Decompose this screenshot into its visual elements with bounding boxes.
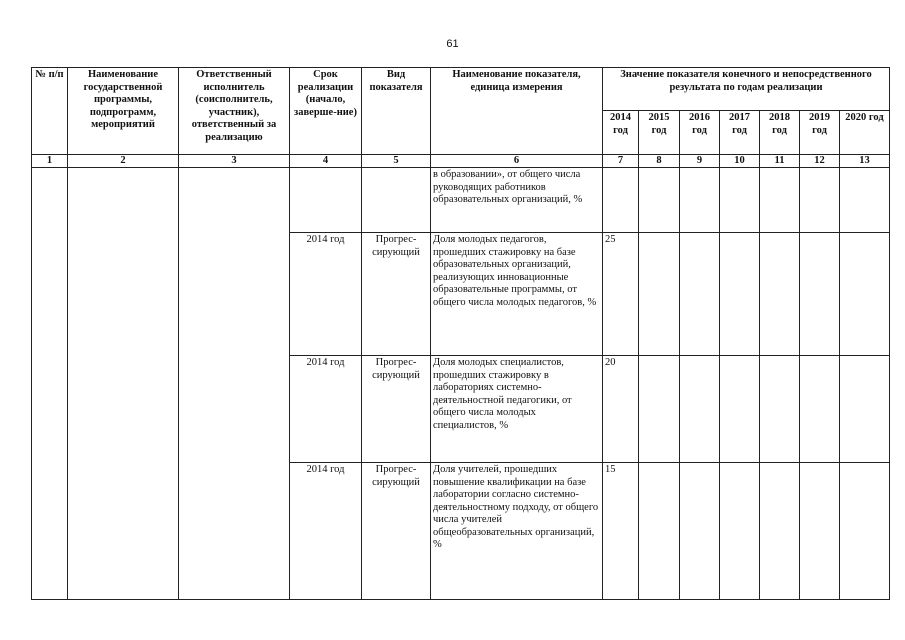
indicator-name-cell: в образовании», от общего числа руководящих работников образовательных организаций, % (431, 168, 603, 233)
indicator-name-cell: Доля учителей, прошедших повышение квалификации на базе лаборатории согласно системно-деятельностному подходу, от общего числа учителей общеобразовательных организаций, % (431, 463, 603, 600)
header-year: 2018 год (760, 111, 800, 155)
indicator-type-cell (362, 168, 431, 233)
column-number: 1 (32, 155, 68, 168)
column-number: 3 (179, 155, 290, 168)
term-cell: 2014 год (290, 356, 362, 463)
value-cell (840, 356, 890, 463)
value-cell (680, 463, 720, 600)
indicator-type-cell: Прогрес-сирующий (362, 233, 431, 356)
column-numbers-row (32, 155, 890, 168)
column-number: 11 (760, 155, 800, 168)
header-year: 2016 год (680, 111, 720, 155)
num-cell (32, 168, 68, 600)
program-cell (68, 168, 179, 600)
indicator-name-cell: Доля молодых специалистов, прошедших стажировку в лабораториях системно-деятельностной педагогики, от общего числа молодых специалистов, % (431, 356, 603, 463)
value-cell (720, 233, 760, 356)
value-cell (760, 233, 800, 356)
header-executor: Ответственный исполнитель (соисполнитель, участник), ответственный за реализацию (179, 68, 290, 155)
header-indicator-name: Наименование показателя, единица измерения (431, 68, 603, 155)
value-cell (800, 233, 840, 356)
column-number: 4 (290, 155, 362, 168)
column-number: 10 (720, 155, 760, 168)
column-number: 12 (800, 155, 840, 168)
header-values-group: Значение показателя конечного и непосредственного результата по годам реализации (603, 68, 890, 111)
value-cell (840, 168, 890, 233)
header-year: 2020 год (840, 111, 890, 155)
column-number: 7 (603, 155, 639, 168)
indicator-name-cell: Доля молодых педагогов, прошедших стажировку на базе образовательных организаций, реализующих инновационные образовательные программы, от общего числа молодых педагогов, % (431, 233, 603, 356)
header-year: 2019 год (800, 111, 840, 155)
value-2014-cell (603, 168, 639, 233)
column-number: 2 (68, 155, 179, 168)
column-number: 5 (362, 155, 431, 168)
term-cell: 2014 год (290, 233, 362, 356)
header-num: № п/п (32, 68, 68, 155)
value-cell (680, 233, 720, 356)
header-year: 2015 год (639, 111, 680, 155)
value-cell (680, 356, 720, 463)
header-year: 2017 год (720, 111, 760, 155)
value-cell (800, 356, 840, 463)
column-number: 9 (680, 155, 720, 168)
term-cell: 2014 год (290, 463, 362, 600)
header-term: Срок реализации (начало, заверше-ние) (290, 68, 362, 155)
value-cell (680, 168, 720, 233)
column-number: 6 (431, 155, 603, 168)
executor-cell (179, 168, 290, 600)
value-2014-cell: 15 (603, 463, 639, 600)
value-cell (800, 168, 840, 233)
page-number: 61 (446, 38, 459, 50)
value-cell (720, 356, 760, 463)
term-cell (290, 168, 362, 233)
value-cell (720, 168, 760, 233)
value-2014-cell: 25 (603, 233, 639, 356)
value-cell (639, 356, 680, 463)
indicators-table (31, 67, 890, 600)
column-number: 13 (840, 155, 890, 168)
indicator-type-cell: Прогрес-сирующий (362, 463, 431, 600)
value-cell (639, 233, 680, 356)
value-cell (800, 463, 840, 600)
value-cell (639, 463, 680, 600)
value-2014-cell: 20 (603, 356, 639, 463)
header-year: 2014 год (603, 111, 639, 155)
header-indicator-type: Вид показателя (362, 68, 431, 155)
value-cell (840, 233, 890, 356)
header-program: Наименование государственной программы, подпрограмм, мероприятий (68, 68, 179, 155)
indicator-type-cell: Прогрес-сирующий (362, 356, 431, 463)
value-cell (760, 356, 800, 463)
value-cell (840, 463, 890, 600)
value-cell (639, 168, 680, 233)
value-cell (720, 463, 760, 600)
value-cell (760, 463, 800, 600)
column-number: 8 (639, 155, 680, 168)
value-cell (760, 168, 800, 233)
table-row (32, 168, 890, 233)
